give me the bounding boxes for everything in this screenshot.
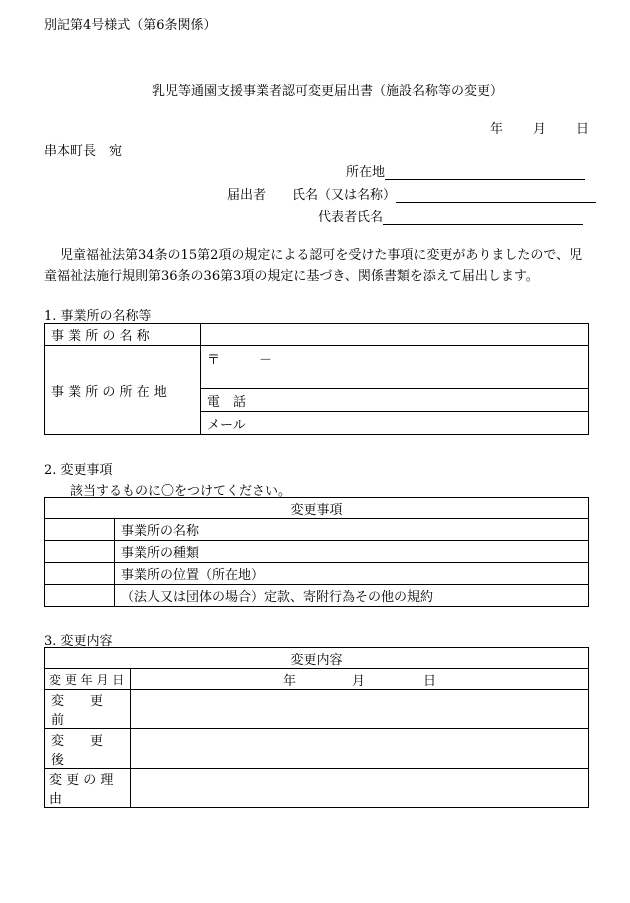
change-item-mark-cell[interactable] bbox=[45, 585, 115, 607]
document-title: 乳児等通園支援事業者認可変更届出書（施設名称等の変更） bbox=[152, 84, 504, 99]
change-item: 事業所の位置（所在地） bbox=[115, 563, 589, 585]
date-month: 月 bbox=[533, 122, 547, 137]
change-item-mark-cell[interactable] bbox=[45, 563, 115, 585]
change-details-table bbox=[44, 647, 589, 808]
body-text-line1: 児童福祉法第34条の15第2項の規定による認可を受けた事項に変更がありましたので、児 bbox=[60, 248, 583, 263]
change-date-label: 変 更 年 月 日 bbox=[45, 669, 131, 690]
applicant-name-label: 氏名（又は名称） bbox=[292, 188, 397, 203]
applicant-name-field[interactable] bbox=[396, 187, 596, 203]
facility-address-label: 事 業 所 の 所 在 地 bbox=[45, 346, 201, 435]
section1-heading: 1. 事業所の名称等 bbox=[44, 309, 152, 324]
change-after-field[interactable] bbox=[131, 729, 589, 769]
change-after-label: 変 更 後 bbox=[45, 729, 131, 769]
facility-phone-field[interactable]: 電 話 bbox=[201, 389, 589, 412]
facility-postal-field[interactable]: 〒 － bbox=[201, 346, 589, 389]
applicant-rep-field[interactable] bbox=[383, 209, 583, 225]
applicant-address-label: 所在地 bbox=[346, 165, 386, 180]
change-items-table bbox=[44, 497, 589, 607]
date-line bbox=[490, 118, 589, 137]
facility-table bbox=[44, 323, 589, 435]
change-item: （法人又は団体の場合）定款、寄附行為その他の規約 bbox=[115, 585, 589, 607]
form-number: 別記第4号様式（第6条関係） bbox=[44, 18, 217, 33]
applicant-rep-row bbox=[318, 206, 583, 225]
change-reason-label: 変 更 の 理 由 bbox=[45, 769, 131, 808]
section2-heading: 2. 変更事項 bbox=[44, 463, 113, 478]
change-reason-field[interactable] bbox=[131, 769, 589, 808]
change-date-month: 月 bbox=[352, 673, 366, 689]
applicant-rep-label: 代表者氏名 bbox=[318, 210, 384, 225]
change-item: 事業所の種類 bbox=[115, 541, 589, 563]
section2-instruction: 該当するものに〇をつけてください。 bbox=[70, 484, 292, 499]
change-date-day: 日 bbox=[423, 673, 437, 689]
change-item: 事業所の名称 bbox=[115, 519, 589, 541]
change-item-mark-cell[interactable] bbox=[45, 519, 115, 541]
date-day: 日 bbox=[576, 122, 590, 137]
change-details-header: 変更内容 bbox=[45, 648, 589, 669]
body-text-line2: 童福祉法施行規則第36条の36第3項の規定に基づき、関係書類を添えて届出します。 bbox=[44, 269, 539, 284]
section3-heading: 3. 変更内容 bbox=[44, 634, 113, 649]
change-item-mark-cell[interactable] bbox=[45, 541, 115, 563]
change-before-label: 変 更 前 bbox=[45, 690, 131, 729]
date-year: 年 bbox=[490, 122, 504, 137]
applicant-address-row bbox=[346, 161, 585, 180]
change-date-year: 年 bbox=[283, 673, 297, 689]
change-items-header: 変更事項 bbox=[45, 498, 589, 519]
applicant-role: 届出者 bbox=[227, 188, 267, 203]
change-before-field[interactable] bbox=[131, 690, 589, 729]
change-date-field[interactable] bbox=[131, 669, 589, 690]
facility-name-field[interactable] bbox=[201, 324, 589, 346]
applicant-address-field[interactable] bbox=[385, 164, 585, 180]
facility-name-label: 事 業 所 の 名 称 bbox=[45, 324, 201, 346]
addressee: 串本町長 宛 bbox=[44, 144, 123, 159]
facility-email-field[interactable]: メール bbox=[201, 412, 589, 435]
applicant-name-row bbox=[292, 184, 596, 203]
